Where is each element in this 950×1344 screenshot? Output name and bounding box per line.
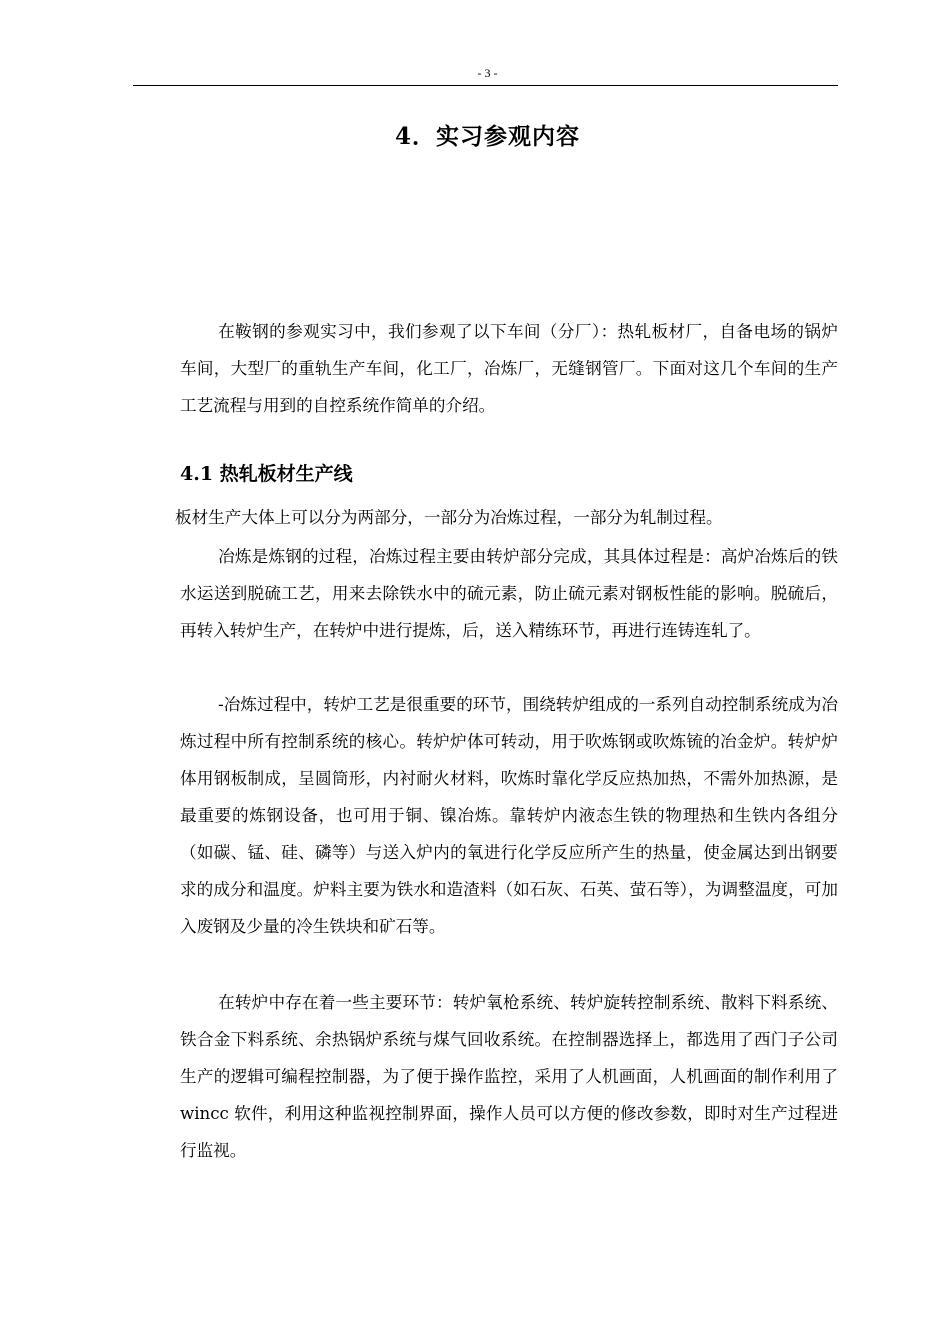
section-paragraph-4: 在转炉中存在着一些主要环节：转炉氧枪系统、转炉旋转控制系统、散料下料系统、铁合金下料系统、余热锅炉系统与煤气回收系统。在控制器选择上，都选用了西门子公司生产的逻辑可编程控制器，为了便于操作监控，采用了人机画面，人机画面的制作利用了 wincc 软件，利用这种监视控制界面，操作人员可以方便的修改参数，即时对生产过程进行监视。 [180,993,838,1160]
chapter-title: 4．实习参观内容 [394,123,580,150]
header-rule [133,85,838,86]
page-number: - 3 - [477,66,498,80]
intro-paragraph: 在鞍钢的参观实习中，我们参观了以下车间（分厂）：热轧板材厂，自备电场的锅炉车间，大型厂的重轨生产车间，化工厂，冶炼厂，无缝钢管厂。下面对这几个车间的生产工艺流程与用到的自控系统作简单的介绍。 [180,322,838,415]
section-paragraph-1: 板材生产大体上可以分为两部分，一部分为冶炼过程，一部分为轧制过程。 [175,508,723,527]
section-paragraph-2: 冶炼是炼钢的过程，冶炼过程主要由转炉部分完成，其具体过程是：高炉冶炼后的铁水运送到脱硫工艺，用来去除铁水中的硫元素，防止硫元素对钢板性能的影响。脱硫后，再转入转炉生产，在转炉中进行提炼，后，送入精练环节，再进行连铸连轧了。 [180,547,838,640]
section-paragraph-3: -冶炼过程中，转炉工艺是很重要的环节，围绕转炉组成的一系列自动控制系统成为冶炼过程中所有控制系统的核心。转炉炉体可转动，用于吹炼钢或吹炼锍的冶金炉。转炉炉体用钢板制成，呈圆筒形，内衬耐火材料，吹炼时靠化学反应热加热，不需外加热源，是最重要的炼钢设备，也可用于铜、镍冶炼。靠转炉内液态生铁的物理热和生铁内各组分（如碳、锰、硅、磷等）与送入炉内的氧进行化学反应所产生的热量，使金属达到出钢要求的成分和温度。炉料主要为铁水和造渣料（如石灰、石英、萤石等），为调整温度，可加入废钢及少量的冷生铁块和矿石等。 [180,695,838,936]
section-title: 4.1 热轧板材生产线 [180,463,353,485]
